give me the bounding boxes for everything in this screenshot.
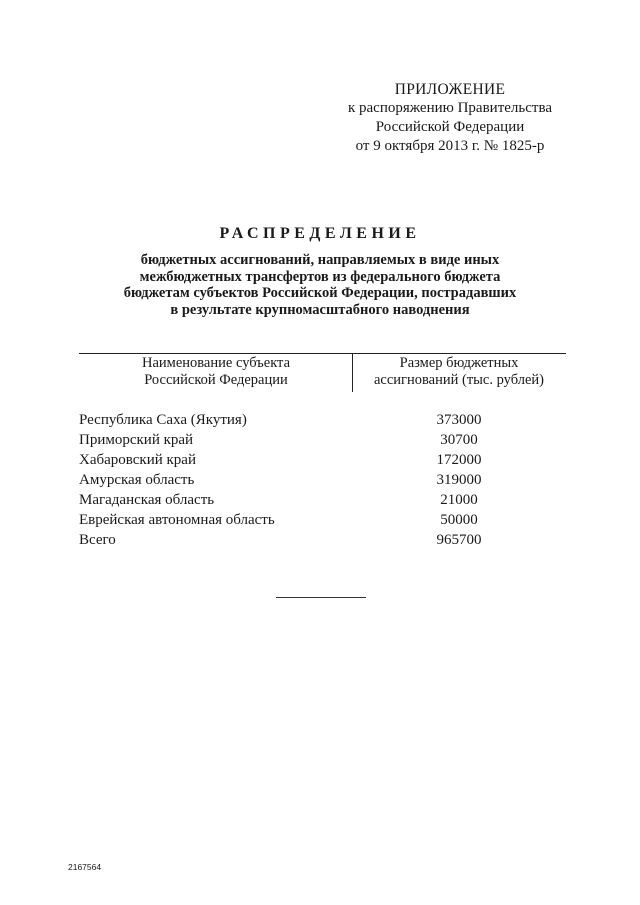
table-row xyxy=(79,430,566,450)
row-amount: 965700 xyxy=(436,532,482,548)
row-amount: 30700 xyxy=(440,432,478,448)
row-amount: 21000 xyxy=(440,492,478,508)
row-subject-name: Еврейская автономная область xyxy=(79,512,275,528)
row-amount: 50000 xyxy=(440,512,478,528)
document-subtitle xyxy=(60,252,580,318)
row-subject-name: Магаданская область xyxy=(79,492,215,508)
column-header-amount xyxy=(353,355,565,389)
appendix-label: ПРИЛОЖЕНИЕ xyxy=(394,81,506,98)
appendix-line-government: Российской Федерации xyxy=(375,119,525,135)
column-header-amount-line: Размер бюджетных xyxy=(399,355,519,371)
document-code: 2167564 xyxy=(68,862,102,872)
subtitle-line: бюджетных ассигнований, направляемых в виде иных xyxy=(140,252,500,268)
table-top-rule xyxy=(79,353,566,354)
appendix-line-date: от 9 октября 2013 г. № 1825-р xyxy=(355,138,545,154)
subtitle-line: межбюджетных трансфертов из федерального бюджета xyxy=(139,268,501,285)
table-row xyxy=(79,490,566,510)
appendix-line-order: к распоряжению Правительства xyxy=(347,100,552,116)
table-row xyxy=(79,510,566,530)
row-amount: 319000 xyxy=(436,472,482,488)
table-row xyxy=(79,450,566,470)
row-subject-name: Республика Саха (Якутия) xyxy=(79,412,247,428)
column-header-subject-line: Наименование субъекта xyxy=(141,355,291,371)
row-amount: 172000 xyxy=(436,452,482,468)
end-of-document-rule xyxy=(276,597,366,598)
column-header-amount-line: ассигнований (тыс. рублей) xyxy=(373,372,544,388)
table-row xyxy=(79,410,566,430)
appendix-header xyxy=(330,80,570,156)
subtitle-line: бюджетам субъектов Российской Федерации, пострадавших xyxy=(123,285,517,301)
row-amount: 373000 xyxy=(436,412,482,428)
table-body xyxy=(79,410,566,550)
row-subject-name: Всего xyxy=(79,532,116,548)
column-header-subject-line: Российской Федерации xyxy=(144,372,288,388)
table-row-total xyxy=(79,530,566,550)
row-subject-name: Хабаровский край xyxy=(79,452,196,468)
document-title: РАСПРЕДЕЛЕНИЕ xyxy=(219,225,421,242)
row-subject-name: Приморский край xyxy=(79,432,194,448)
row-subject-name: Амурская область xyxy=(79,472,195,488)
table-row xyxy=(79,470,566,490)
subtitle-line: в результате крупномасштабного наводнения xyxy=(170,301,470,318)
column-header-subject xyxy=(80,355,352,389)
